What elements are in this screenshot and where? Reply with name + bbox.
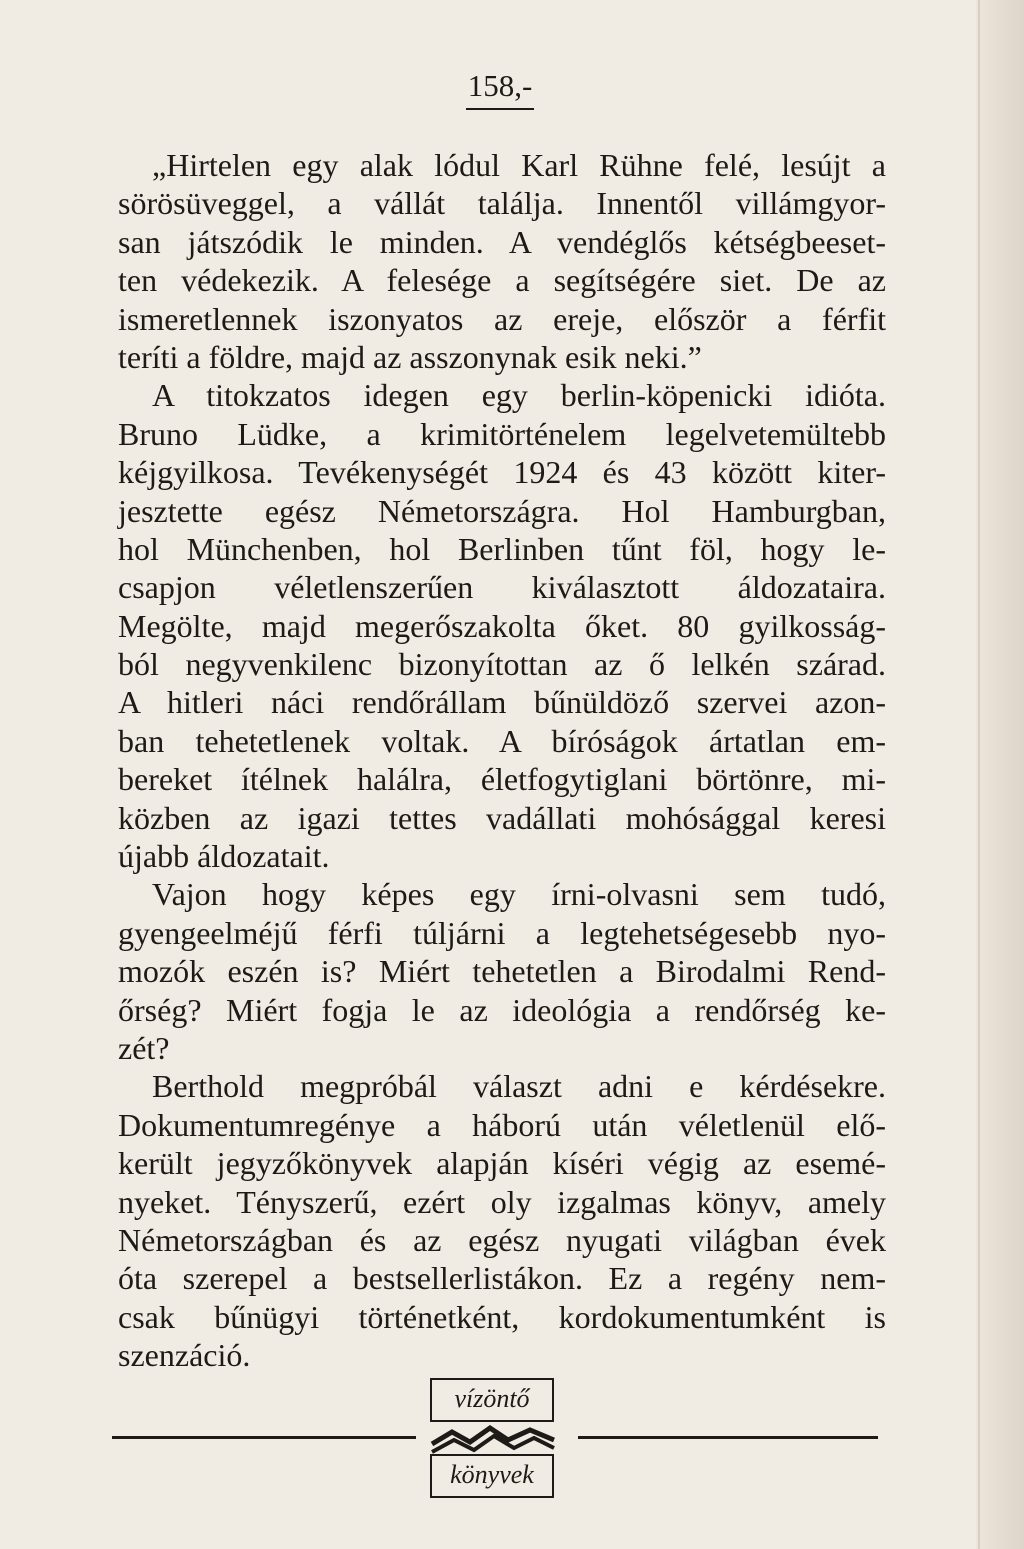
blurb-line: kéjgyilkosa. Tevékenységét 1924 és 43 között kiter-	[118, 454, 886, 491]
publisher-name-bottom: könyvek	[430, 1454, 554, 1498]
blurb-line: Németországban és az egész nyugati világban évek	[118, 1221, 886, 1258]
right-rule	[578, 1436, 878, 1439]
blurb-line: bereket ítélnek halálra, életfogytiglani börtönre, mi-	[118, 761, 886, 798]
blurb-line: Bruno Lüdke, a krimitörténelem legelvetemültebb	[118, 415, 886, 452]
price-text: 158,-	[466, 68, 535, 110]
publisher-logo-block	[112, 1378, 878, 1498]
blurb-line: ban tehetetlenek voltak. A bíróságok ártatlan em-	[118, 722, 886, 759]
blurb-line: őrség? Miért fogja le az ideológia a rendőrség ke-	[118, 991, 886, 1028]
price-label	[0, 68, 1000, 110]
spine-crease	[978, 0, 980, 1549]
blurb-text	[118, 146, 886, 1375]
blurb-line: nyeket. Tényszerű, ezért oly izgalmas könyv, amely	[118, 1183, 886, 1220]
blurb-line: csapjon véletlenszerűen kiválasztott áldozataira.	[118, 569, 886, 606]
blurb-line: közben az igazi tettes vadállati mohósággal keresi	[118, 799, 886, 836]
blurb-line: ismeretlennek iszonyatos az ereje, először a férfit	[118, 300, 886, 337]
blurb-line: szenzáció.	[118, 1337, 251, 1374]
blurb-line: ten védekezik. A felesége a segítségére siet. De az	[118, 262, 886, 299]
blurb-line: sörösüveggel, a vállát találja. Innentől villámgyor-	[118, 185, 886, 222]
blurb-line: A hitleri náci rendőrállam bűnüldöző szervei azon-	[118, 684, 886, 721]
blurb-line: csak bűnügyi történetként, kordokumentumként is	[118, 1298, 886, 1335]
blurb-line: jesztette egész Németországra. Hol Hamburgban,	[118, 492, 886, 529]
left-rule	[112, 1436, 416, 1439]
blurb-line: zét?	[118, 1029, 170, 1066]
spine-edge	[976, 0, 1024, 1549]
blurb-line: Vajon hogy képes egy írni-olvasni sem tudó,	[152, 876, 886, 913]
publisher-logo	[430, 1378, 556, 1498]
blurb-line: került jegyzőkönyvek alapján kíséri végig az esemé-	[118, 1145, 886, 1182]
blurb-line: gyengeelméjű férfi túljárni a legtehetségesebb nyo-	[118, 914, 886, 951]
blurb-line: Berthold megpróbál választ adni e kérdésekre.	[152, 1068, 886, 1105]
blurb-line: A titokzatos idegen egy berlin-köpenicki idióta.	[152, 377, 886, 414]
publisher-name-top: vízöntő	[430, 1378, 554, 1422]
blurb-line: újabb áldozatait.	[118, 838, 330, 875]
blurb-line: Dokumentumregénye a háború után véletlenül elő-	[118, 1106, 886, 1143]
blurb-line: mozók eszén is? Miért tehetetlen a Birodalmi Rend-	[118, 953, 886, 990]
blurb-line: „Hirtelen egy alak lódul Karl Rühne felé, lesújt a	[152, 147, 886, 183]
blurb-line: teríti a földre, majd az asszonynak esik neki.”	[118, 338, 702, 375]
blurb-line: Megölte, majd megerőszakolta őket. 80 gyilkosság-	[118, 607, 886, 644]
wave-icon	[430, 1418, 556, 1458]
blurb-line: san játszódik le minden. A vendéglős kétségbeeset-	[118, 223, 886, 260]
blurb-line: hol Münchenben, hol Berlinben tűnt föl, hogy le-	[118, 530, 886, 567]
blurb-line: ból negyvenkilenc bizonyítottan az ő lelkén szárad.	[118, 646, 886, 683]
blurb-line: óta szerepel a bestsellerlistákon. Ez a regény nem-	[118, 1260, 886, 1297]
